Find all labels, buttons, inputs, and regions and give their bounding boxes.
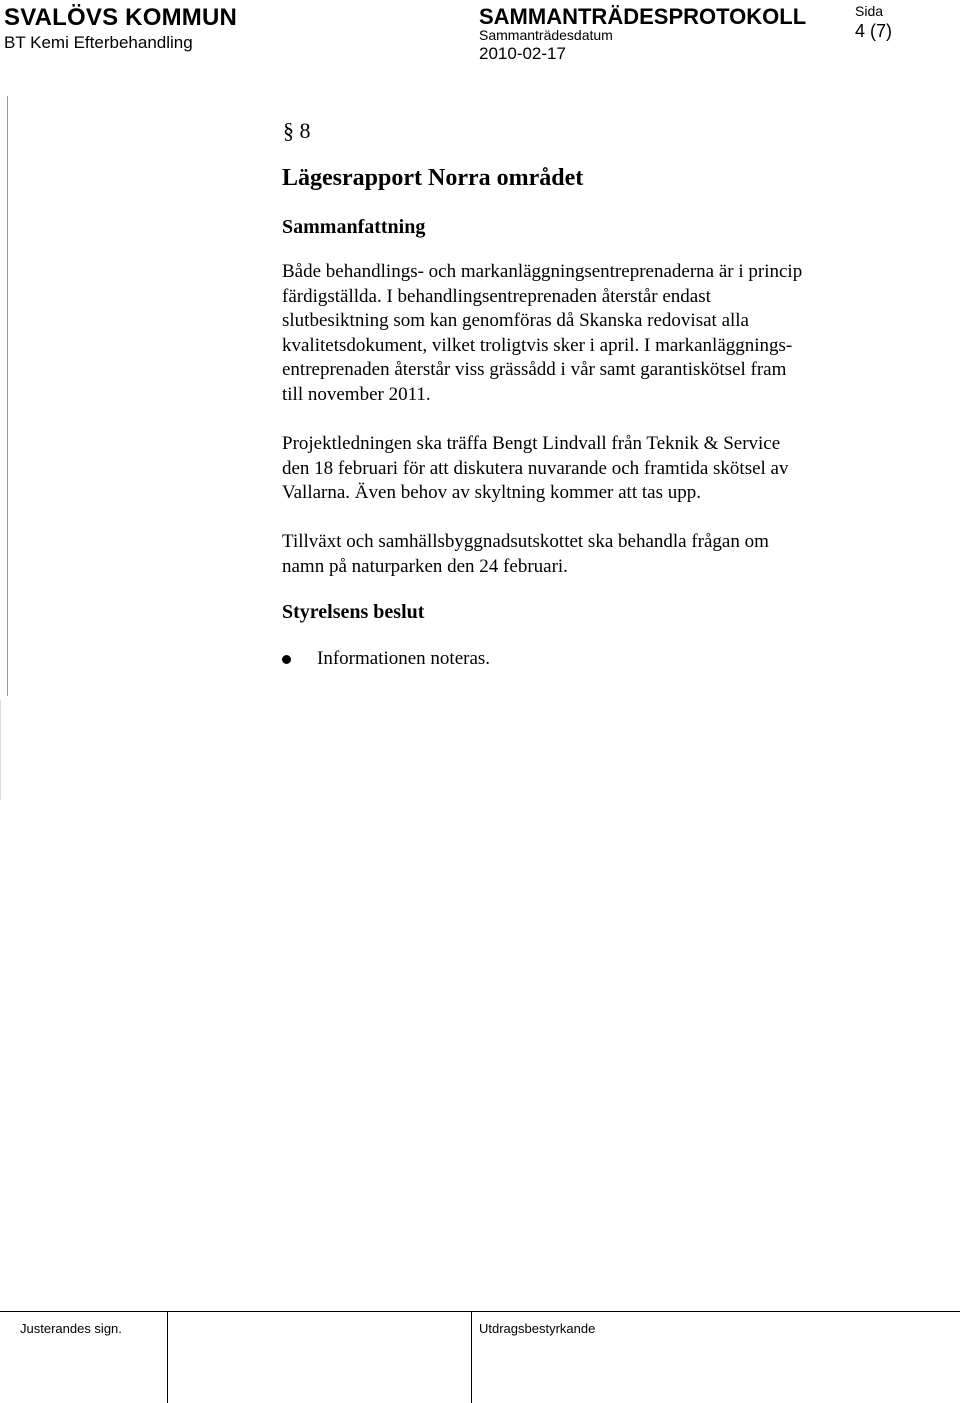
decision-item: Informationen noteras. xyxy=(317,648,491,669)
text-line: Projektledningen ska träffa Bengt Lindvall från Teknik & Service xyxy=(282,433,781,454)
page-label: Sida xyxy=(855,3,884,19)
text-line: kvalitetsdokument, vilket troligtvis sker i april. I markanläggnings- xyxy=(282,334,793,356)
text-line: namn på naturparken den 24 februari. xyxy=(282,555,568,577)
summary-paragraph-2 xyxy=(282,432,788,506)
decision-heading: Styrelsens beslut xyxy=(282,601,425,623)
footer-rule xyxy=(0,1311,960,1312)
text-line: slutbesiktning som kan genomföras då Skanska redovisat alla xyxy=(282,310,749,331)
footer-divider xyxy=(471,1311,472,1403)
bullet-icon xyxy=(282,655,291,664)
organization-name: SVALÖVS KOMMUN xyxy=(4,4,238,31)
document-type: SAMMANTRÄDESPROTOKOLL xyxy=(479,4,807,29)
meeting-date: 2010-02-17 xyxy=(479,44,566,63)
page-number: 4 (7) xyxy=(855,21,893,41)
summary-heading: Sammanfattning xyxy=(282,216,426,238)
text-line: till november 2011. xyxy=(282,383,431,405)
section-title: Lägesrapport Norra området xyxy=(282,165,584,191)
extract-verification-label: Utdragsbestyrkande xyxy=(479,1321,596,1336)
date-label: Sammanträdesdatum xyxy=(479,27,613,43)
section-number: § 8 xyxy=(283,118,311,143)
department-name: BT Kemi Efterbehandling xyxy=(4,33,193,52)
text-line: färdigställda. I behandlingsentreprenaden återstår endast xyxy=(282,285,711,307)
left-margin-rule-faint xyxy=(0,700,1,800)
footer-divider xyxy=(167,1311,168,1403)
text-line: Både behandlings- och markanläggningsentreprenaderna är i princip xyxy=(282,261,803,282)
signature-label: Justerandes sign. xyxy=(20,1321,122,1336)
left-margin-rule xyxy=(7,96,8,696)
summary-paragraph-3 xyxy=(282,530,769,579)
text-line: entreprenaden återstår viss grässådd i vår samt garantiskötsel fram xyxy=(282,359,787,380)
text-line: Tillväxt och samhällsbyggnadsutskottet ska behandla frågan om xyxy=(282,531,769,552)
text-line: den 18 februari för att diskutera nuvarande och framtida skötsel av xyxy=(282,457,789,479)
text-line: Vallarna. Även behov av skyltning kommer att tas upp. xyxy=(282,482,701,503)
summary-paragraph-1 xyxy=(282,260,802,407)
